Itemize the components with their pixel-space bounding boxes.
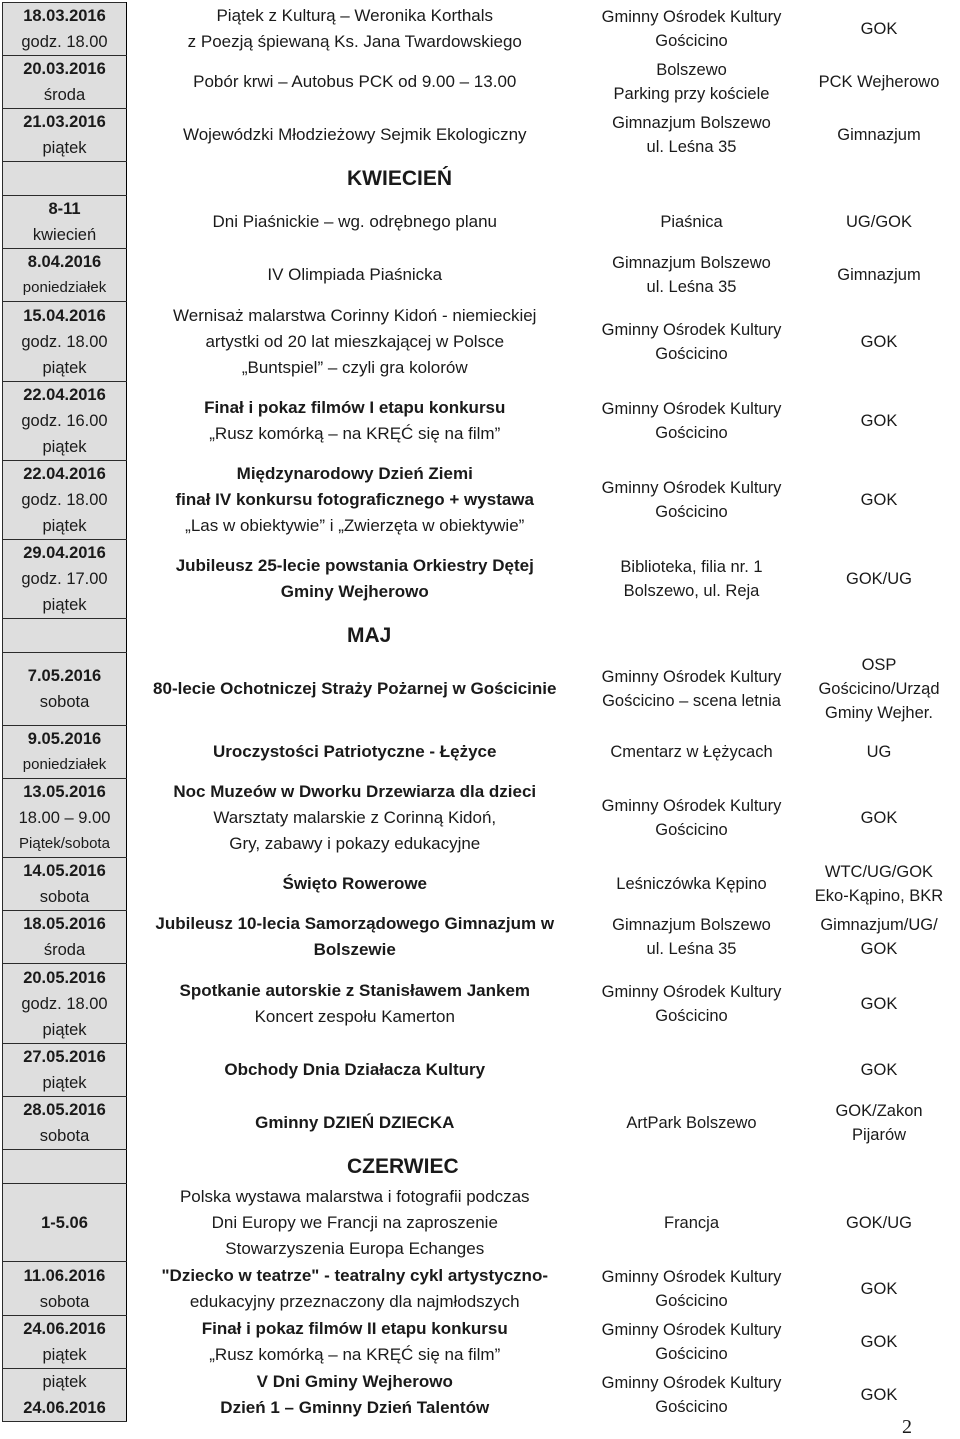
organizer-line: Pijarów [851, 1126, 907, 1144]
location-cell [583, 540, 801, 619]
date-line: środa [43, 86, 86, 104]
month-heading: MAJ [347, 623, 392, 647]
event-line: Wojewódzki Młodzieżowy Sejmik Ekologiczny [182, 125, 527, 144]
month-header-row [3, 162, 958, 196]
date-cell [3, 1184, 127, 1262]
event-line: "Dziecko w teatrze" - teatralny cykl artystyczno- [161, 1265, 548, 1285]
organizer-line: GOK [860, 20, 898, 38]
organizer-line: Gimnazjum [837, 266, 921, 284]
location-line: Gościcino [655, 1398, 728, 1416]
event-cell [127, 302, 583, 382]
location-line: ul. Leśna 35 [646, 940, 737, 958]
event-line: edukacyjny przeznaczony dla najmłodszych [189, 1291, 520, 1311]
event-line: Spotkanie autorskie z Stanisławem Jankem [179, 980, 531, 1000]
event-cell [127, 858, 583, 911]
date-line: sobota [39, 1127, 90, 1145]
location-line: Gościcino [655, 424, 728, 442]
date-cell [3, 109, 127, 162]
location-line: Gimnazjum Bolszewo [612, 254, 771, 272]
organizer-cell [801, 1316, 958, 1369]
table-row [3, 1316, 958, 1369]
event-line: Jubileusz 25-lecie powstania Orkiestry Dętej [175, 556, 534, 575]
location-cell [583, 382, 801, 461]
location-line: Gościcino [655, 1291, 728, 1310]
event-line: Gminy Wejherowo [280, 582, 429, 601]
location-line: Gimnazjum Bolszewo [612, 916, 771, 934]
date-line: Piątek/sobota [19, 835, 110, 852]
event-line: Dzień 1 – Gminny Dzień Talentów [220, 1398, 490, 1417]
organizer-line: GOK [860, 809, 898, 827]
location-cell [583, 109, 801, 162]
date-cell [3, 461, 127, 540]
date-line: 27.05.2016 [23, 1048, 106, 1066]
event-cell [127, 1184, 583, 1262]
date-line: sobota [39, 693, 90, 711]
date-line: 8-11 [48, 200, 81, 218]
event-line: Koncert zespołu Kamerton [254, 1006, 455, 1026]
location-line: Gościcino – scena letnia [602, 692, 781, 710]
table-row [3, 1097, 958, 1150]
location-line: Gościcino [655, 821, 728, 839]
organizer-line: UG/GOK [845, 213, 912, 231]
date-line: godz. 18.00 [21, 33, 108, 51]
date-cell [3, 382, 127, 461]
date-cell [3, 1262, 127, 1316]
date-line: 8.04.2016 [27, 253, 102, 271]
location-line: Gminny Ośrodek Kultury [601, 668, 782, 686]
location-cell [583, 1097, 801, 1150]
organizer-cell [801, 779, 958, 858]
date-line: sobota [39, 1292, 90, 1311]
location-cell [583, 1262, 801, 1316]
location-line: Gościcino [655, 1345, 728, 1363]
location-cell [583, 461, 801, 540]
event-cell [127, 382, 583, 461]
organizer-line: Gimnazjum/UG/ [820, 916, 938, 934]
date-line: piątek [42, 1074, 87, 1092]
event-cell [127, 1262, 583, 1316]
date-cell [3, 196, 127, 249]
date-line: 24.06.2016 [23, 1320, 106, 1338]
table-row [3, 302, 958, 382]
date-line: 20.05.2016 [23, 968, 106, 987]
event-cell [127, 653, 583, 726]
date-cell [3, 302, 127, 382]
organizer-cell [801, 1262, 958, 1316]
event-cell [127, 461, 583, 540]
date-line: 15.04.2016 [23, 306, 106, 325]
location-line: Gminny Ośrodek Kultury [601, 797, 782, 815]
location-line: Gościcino [655, 344, 728, 363]
date-cell [3, 858, 127, 911]
event-line: Dni Europy we Francji na zaproszenie [211, 1212, 498, 1232]
date-cell [3, 3, 127, 56]
organizer-line: GOK [860, 994, 898, 1013]
date-line: 18.05.2016 [23, 915, 106, 933]
location-cell [583, 196, 801, 249]
table-row [3, 964, 958, 1044]
organizer-line: OSP [861, 656, 897, 674]
event-line: Pobór krwi – Autobus PCK od 9.00 – 13.00 [193, 72, 517, 91]
event-cell [127, 56, 583, 109]
date-line: 14.05.2016 [23, 862, 106, 880]
event-line: Obchody Dnia Działacza Kultury [224, 1060, 486, 1079]
organizer-line: Eko-Kąpino, BKR [814, 887, 944, 905]
organizer-line: GOK [860, 412, 898, 430]
date-line: piątek [42, 438, 87, 456]
organizer-line: WTC/UG/GOK [824, 863, 934, 881]
event-cell [127, 911, 583, 964]
event-cell [127, 1369, 583, 1422]
organizer-line: UG [866, 743, 892, 761]
location-line: Biblioteka, filia nr. 1 [620, 558, 763, 576]
event-cell [127, 3, 583, 56]
schedule-table [2, 2, 958, 1422]
location-cell [583, 911, 801, 964]
table-row [3, 109, 958, 162]
table-row [3, 3, 958, 56]
location-cell [583, 56, 801, 109]
organizer-cell [801, 382, 958, 461]
organizer-line: GOK [860, 1061, 898, 1079]
location-line: Gminny Ośrodek Kultury [601, 1321, 782, 1339]
date-line: 11.06.2016 [23, 1266, 106, 1285]
location-line: Gminny Ośrodek Kultury [601, 1267, 782, 1286]
date-line: 22.04.2016 [23, 386, 106, 404]
event-line: Międzynarodowy Dzień Ziemi [236, 464, 473, 483]
organizer-cell [801, 249, 958, 302]
event-cell [127, 1044, 583, 1097]
organizer-cell [801, 461, 958, 540]
organizer-cell [801, 1184, 958, 1262]
event-cell [127, 779, 583, 858]
date-line: 7.05.2016 [27, 667, 102, 685]
location-line: Gościcino [655, 32, 728, 50]
date-line: piątek [42, 517, 87, 535]
event-line: finał IV konkursu fotograficznego + wystawa [175, 490, 534, 509]
event-line: Polska wystawa malarstwa i fotografii podczas [179, 1186, 530, 1206]
organizer-line: GOK [860, 1386, 898, 1404]
date-line: godz. 18.00 [21, 994, 108, 1013]
location-line: Gminny Ośrodek Kultury [601, 8, 782, 26]
date-cell [3, 619, 127, 653]
date-line: piątek [42, 1373, 87, 1391]
location-cell [583, 1369, 801, 1422]
month-header-row [3, 1150, 958, 1184]
date-line: poniedziałek [22, 279, 107, 296]
event-line: Święto Rowerowe [282, 874, 428, 893]
organizer-line: Gimnazjum [837, 126, 921, 144]
location-line: Gminny Ośrodek Kultury [601, 479, 782, 497]
date-cell [3, 1369, 127, 1422]
location-line: Gimnazjum Bolszewo [612, 114, 771, 132]
date-cell [3, 540, 127, 619]
location-line: Cmentarz w Łężycach [610, 743, 773, 761]
table-row [3, 56, 958, 109]
event-line: „Buntspiel” – czyli gra kolorów [241, 357, 468, 377]
organizer-line: Gościcino/Urząd [818, 680, 940, 698]
table-row [3, 196, 958, 249]
organizer-line: GOK [860, 940, 898, 958]
location-line: Parking przy kościele [613, 85, 770, 103]
date-line: piątek [42, 358, 87, 377]
organizer-cell [801, 1044, 958, 1097]
date-cell [3, 1044, 127, 1097]
organizer-line: GOK [860, 491, 898, 509]
location-line: ul. Leśna 35 [646, 278, 737, 296]
date-cell [3, 1150, 127, 1184]
event-cell [127, 109, 583, 162]
date-line: 29.04.2016 [23, 544, 106, 562]
organizer-cell [801, 109, 958, 162]
organizer-cell [801, 1369, 958, 1422]
location-line: Gościcino [655, 1006, 728, 1025]
date-cell [3, 56, 127, 109]
organizer-cell [801, 540, 958, 619]
location-line: Bolszewo, ul. Reja [623, 582, 760, 600]
location-line: Leśniczówka Kępino [616, 875, 767, 893]
organizer-cell [801, 3, 958, 56]
organizer-line: GOK [860, 1279, 898, 1298]
event-line: 80-lecie Ochotniczej Straży Pożarnej w Gościcinie [153, 679, 557, 698]
location-cell [583, 726, 801, 779]
date-line: 9.05.2016 [27, 730, 102, 748]
organizer-line: Gminy Wejher. [825, 704, 933, 722]
location-line: Gminny Ośrodek Kultury [601, 982, 782, 1001]
event-cell [127, 540, 583, 619]
event-line: artystki od 20 lat mieszkającej w Polsce [205, 331, 505, 351]
date-cell [3, 964, 127, 1044]
organizer-line: GOK/Zakon [835, 1102, 923, 1120]
table-row [3, 249, 958, 302]
date-line: godz. 16.00 [21, 412, 108, 430]
event-line: Dni Piaśnickie – wg. odrębnego planu [212, 212, 497, 231]
date-line: 18.00 – 9.00 [18, 809, 111, 827]
organizer-line: GOK [860, 1333, 898, 1351]
location-line: Bolszewo [656, 61, 727, 79]
location-cell [583, 249, 801, 302]
event-line: Uroczystości Patriotyczne - Łężyce [213, 742, 497, 761]
date-line: piątek [42, 139, 87, 157]
organizer-line: PCK Wejherowo [818, 73, 940, 91]
date-line: 21.03.2016 [23, 113, 106, 131]
event-line: „Rusz komórką – na KRĘĆ się na film” [209, 1345, 501, 1364]
date-line: poniedziałek [22, 756, 107, 773]
date-cell [3, 1097, 127, 1150]
location-cell [583, 779, 801, 858]
table-row [3, 1184, 958, 1262]
table-row [3, 911, 958, 964]
event-line: IV Olimpiada Piaśnicka [267, 265, 443, 284]
date-line: środa [43, 941, 86, 959]
event-cell [127, 1316, 583, 1369]
page-number: 2 [902, 1416, 912, 1438]
event-line: z Poezją śpiewaną Ks. Jana Twardowskiego [187, 32, 522, 51]
table-row [3, 779, 958, 858]
organizer-cell [801, 653, 958, 726]
date-line: piątek [42, 1346, 87, 1364]
date-line: godz. 18.00 [21, 491, 108, 509]
location-line: Francja [663, 1213, 720, 1232]
table-row [3, 382, 958, 461]
date-cell [3, 249, 127, 302]
table-row [3, 653, 958, 726]
table-row [3, 540, 958, 619]
location-cell [583, 653, 801, 726]
date-cell [3, 911, 127, 964]
event-cell [127, 726, 583, 779]
location-line: Piaśnica [660, 213, 723, 231]
location-cell [583, 1044, 801, 1097]
event-line: Stowarzyszenia Europa Echanges [225, 1238, 485, 1258]
event-line: Gminny DZIEŃ DZIECKA [255, 1113, 455, 1132]
table-row [3, 726, 958, 779]
month-heading: CZERWIEC [347, 1154, 459, 1178]
table-row [3, 461, 958, 540]
date-line: piątek [42, 1020, 87, 1039]
event-line: Jubileusz 10-lecia Samorządowego Gimnazjum w [155, 914, 555, 933]
date-line: godz. 17.00 [21, 570, 108, 588]
organizer-line: GOK [860, 332, 898, 351]
event-cell [127, 249, 583, 302]
organizer-cell [801, 726, 958, 779]
date-cell [3, 1316, 127, 1369]
date-cell [3, 726, 127, 779]
location-line: Gminny Ośrodek Kultury [601, 1374, 782, 1392]
table-row [3, 1262, 958, 1316]
event-line: Bolszewie [313, 940, 396, 959]
organizer-cell [801, 302, 958, 382]
location-line: ArtPark Bolszewo [626, 1114, 757, 1132]
location-cell [583, 858, 801, 911]
organizer-cell [801, 964, 958, 1044]
date-line: sobota [39, 888, 90, 906]
date-line: 22.04.2016 [23, 465, 106, 483]
date-line: kwiecień [32, 226, 97, 244]
organizer-cell [801, 1097, 958, 1150]
month-header-row [3, 619, 958, 653]
event-line: Warsztaty malarskie z Corinną Kidoń, [213, 808, 497, 827]
event-line: Noc Muzeów w Dworku Drzewiarza dla dzieci [173, 782, 537, 801]
event-line: „Las w obiektywie” i „Zwierzęta w obiektywie” [185, 516, 525, 535]
date-line: 13.05.2016 [23, 783, 106, 801]
organizer-line: GOK/UG [845, 570, 912, 588]
location-cell [583, 1184, 801, 1262]
location-cell [583, 964, 801, 1044]
location-line: Gminny Ośrodek Kultury [601, 320, 782, 339]
event-line: Piątek z Kulturą – Weronika Korthals [216, 6, 494, 25]
month-heading: KWIECIEŃ [347, 166, 452, 190]
organizer-cell [801, 858, 958, 911]
date-line: 28.05.2016 [23, 1101, 106, 1119]
date-line: 18.03.2016 [23, 7, 106, 25]
organizer-cell [801, 911, 958, 964]
location-cell [583, 3, 801, 56]
event-line: V Dni Gminy Wejherowo [256, 1372, 453, 1391]
organizer-cell [801, 56, 958, 109]
event-cell [127, 1097, 583, 1150]
date-cell [3, 653, 127, 726]
location-cell [583, 1316, 801, 1369]
date-line: godz. 18.00 [21, 332, 108, 351]
date-cell [3, 162, 127, 196]
location-cell [583, 302, 801, 382]
location-line: Gminny Ośrodek Kultury [601, 400, 782, 418]
event-line: Finał i pokaz filmów II etapu konkursu [201, 1319, 508, 1338]
date-line: piątek [42, 596, 87, 614]
table-row [3, 858, 958, 911]
organizer-line: GOK/UG [845, 1213, 912, 1232]
event-line: Wernisaż malarstwa Corinny Kidoń - niemieckiej [173, 305, 537, 325]
event-line: „Rusz komórką – na KRĘĆ się na film” [209, 424, 501, 443]
event-line: Gry, zabawy i pokazy edukacyjne [229, 834, 481, 853]
table-row [3, 1044, 958, 1097]
organizer-cell [801, 196, 958, 249]
date-line: 20.03.2016 [23, 60, 106, 78]
event-line: Finał i pokaz filmów I etapu konkursu [204, 398, 506, 417]
date-line: 1-5.06 [41, 1213, 88, 1232]
event-cell [127, 964, 583, 1044]
date-line: 24.06.2016 [23, 1399, 106, 1417]
location-line: Gościcino [655, 503, 728, 521]
table-row [3, 1369, 958, 1422]
event-cell [127, 196, 583, 249]
location-line: ul. Leśna 35 [646, 138, 737, 156]
date-cell [3, 779, 127, 858]
